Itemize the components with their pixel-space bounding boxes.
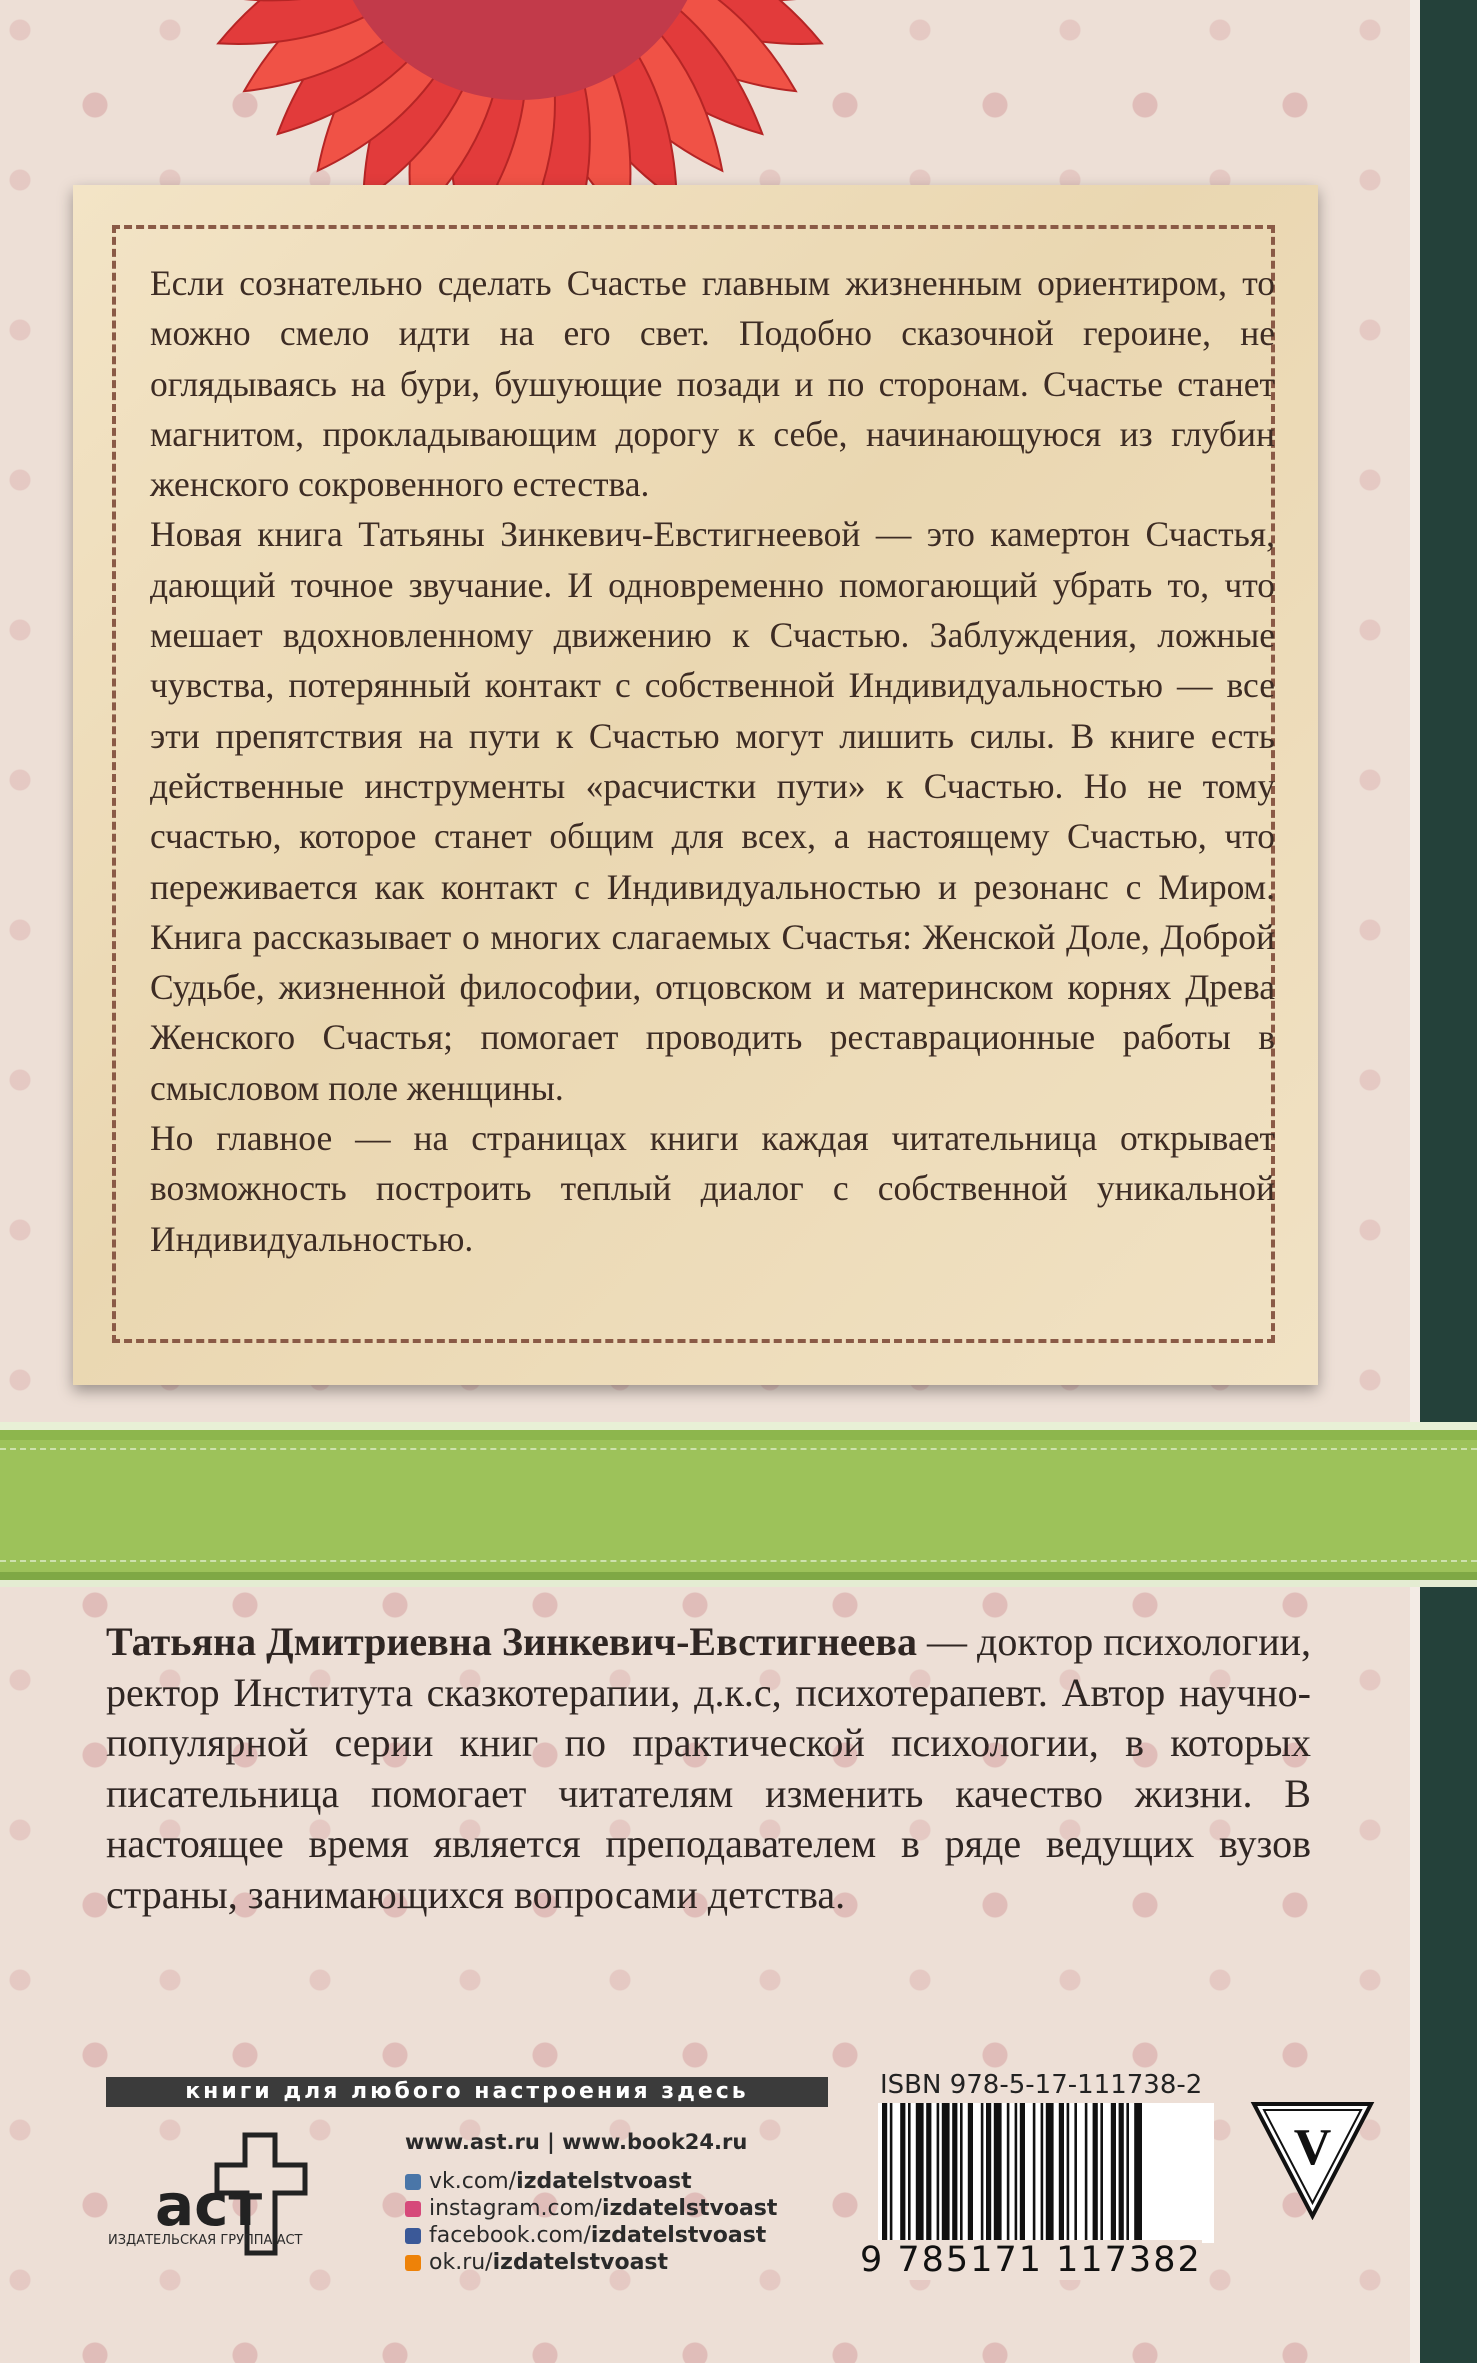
blurb-paragraph-1: Если сознательно сделать Счастье главным жизненным ориентиром, то можно смело идти на его свет. Подобно сказочной героине, не оглядываясь на бури, бушующие позади и по сторонам. Счастье станет магнитом, прокладывающим дорогу к себе, начинающуюся из глубин женского сокровенного естества. xyxy=(150,263,1275,505)
barcode-bar xyxy=(1015,2103,1018,2243)
author-name: Татьяна Дмитриевна Зинкевич-Евстигнеева xyxy=(106,1619,917,1664)
author-bio-text: — доктор психологии, ректор Института сказкотерапии, д.к.с, психотерапевт. Автор научно-популярной серии книг по практической психологии, в которых писательница помогает читателям изменить качество жизни. В настоящее время является преподавателем в ряде ведущих вузов страны, занимающихся вопросами детства. xyxy=(106,1619,1311,1917)
publisher-slogan: книги для любого настроения здесь xyxy=(106,2077,828,2107)
barcode-bar xyxy=(1041,2103,1044,2243)
barcode-bar xyxy=(1067,2103,1070,2243)
barcode-bar xyxy=(1119,2103,1124,2243)
barcode-bar xyxy=(994,2103,1002,2243)
barcode-bar xyxy=(900,2103,905,2243)
barcode-bar xyxy=(968,2103,973,2243)
barcode-bar xyxy=(952,2103,957,2243)
barcode-bar xyxy=(1033,2103,1036,2243)
ribbon-stitch-top xyxy=(0,1448,1477,1450)
isbn-label: ISBN 978-5-17-111738-2 xyxy=(880,2070,1203,2100)
barcode-bar xyxy=(890,2103,893,2243)
barcode-bar xyxy=(1100,2103,1103,2243)
age-rating-badge xyxy=(1250,2100,1375,2220)
blurb-paragraph-3: Но главное — на страницах книги каждая читательница открывает возможность построить теплый диалог с собственной уникальной Индивидуальностью. xyxy=(150,1118,1275,1259)
barcode-bar xyxy=(981,2103,984,2243)
barcode-bar xyxy=(1046,2103,1054,2243)
green-ribbon xyxy=(0,1422,1477,1587)
barcode-bar xyxy=(1085,2103,1088,2243)
ribbon-stitch-bottom xyxy=(0,1560,1477,1562)
barcode-bar xyxy=(937,2103,940,2243)
blurb-paragraph-2: Новая книга Татьяны Зинкевич-Евстигнеевой — это камертон Счастья, дающий точное звучание. И одновременно помогающий убрать то, что мешает вдохновленному движению к Счастью. Заблуждения, ложные чувства, потерянный контакт с собственной Индивидуальностью — все эти препятствия на пути к Счастью могут лишить силы. В книге есть действенные инструменты «расчистки пути» к Счастью. Но не тому счастью, которое станет общим для всех, а настоящему Счастью, что переживается как контакт с Индивидуальностью и резонанс с Миром. Книга рассказывает о многих слагаемых Счастья: Женской Доле, Доброй Судьбе, жизненной философии, отцовском и материнском корнях Древа Женского Счастья; помогает проводить реставрационные работы в смысловом поле женщины. xyxy=(150,514,1275,1108)
facebook-link[interactable]: facebook.com/ izdatelstvoast xyxy=(405,2222,777,2249)
barcode-bar xyxy=(942,2103,950,2243)
instagram-link[interactable]: instagram.com/ izdatelstvoast xyxy=(405,2195,777,2222)
barcode-bar xyxy=(926,2103,931,2243)
barcode-bar xyxy=(986,2103,991,2243)
barcode-bar xyxy=(1007,2103,1010,2243)
barcode-bar xyxy=(1093,2103,1098,2243)
instagram-icon xyxy=(405,2201,421,2217)
barcode-bar xyxy=(908,2103,911,2243)
age-rating-symbol: V xyxy=(1293,2119,1332,2176)
barcode-bar xyxy=(1126,2103,1129,2243)
barcode-bar xyxy=(1059,2103,1064,2243)
ast-logo-text: аст xyxy=(155,2171,263,2239)
blurb-text xyxy=(150,258,1275,1264)
publisher-links xyxy=(405,2130,777,2276)
barcode-bar xyxy=(1074,2103,1077,2243)
publisher-sites[interactable]: www.ast.ru | www.book24.ru xyxy=(405,2130,748,2154)
ok-link[interactable]: ok.ru/ izdatelstvoast xyxy=(405,2249,777,2276)
barcode xyxy=(878,2103,1214,2243)
author-bio xyxy=(106,1617,1311,1920)
barcode-bar xyxy=(1020,2103,1025,2243)
book-spine xyxy=(1420,0,1477,2363)
facebook-icon xyxy=(405,2228,421,2244)
ok-icon xyxy=(405,2255,421,2271)
publisher-caption: ИЗДАТЕЛЬСКАЯ ГРУППА АСТ xyxy=(108,2233,303,2248)
vk-link[interactable]: vk.com/ izdatelstvoast xyxy=(405,2168,777,2195)
barcode-bar xyxy=(960,2103,963,2243)
barcode-digits: 9 785171 117382 xyxy=(860,2240,1202,2280)
barcode-bar xyxy=(916,2103,924,2243)
barcode-bar xyxy=(882,2103,887,2243)
barcode-bar xyxy=(1134,2103,1142,2243)
spine-edge xyxy=(1410,0,1420,2363)
vk-icon xyxy=(405,2174,421,2190)
barcode-bar xyxy=(1111,2103,1116,2243)
